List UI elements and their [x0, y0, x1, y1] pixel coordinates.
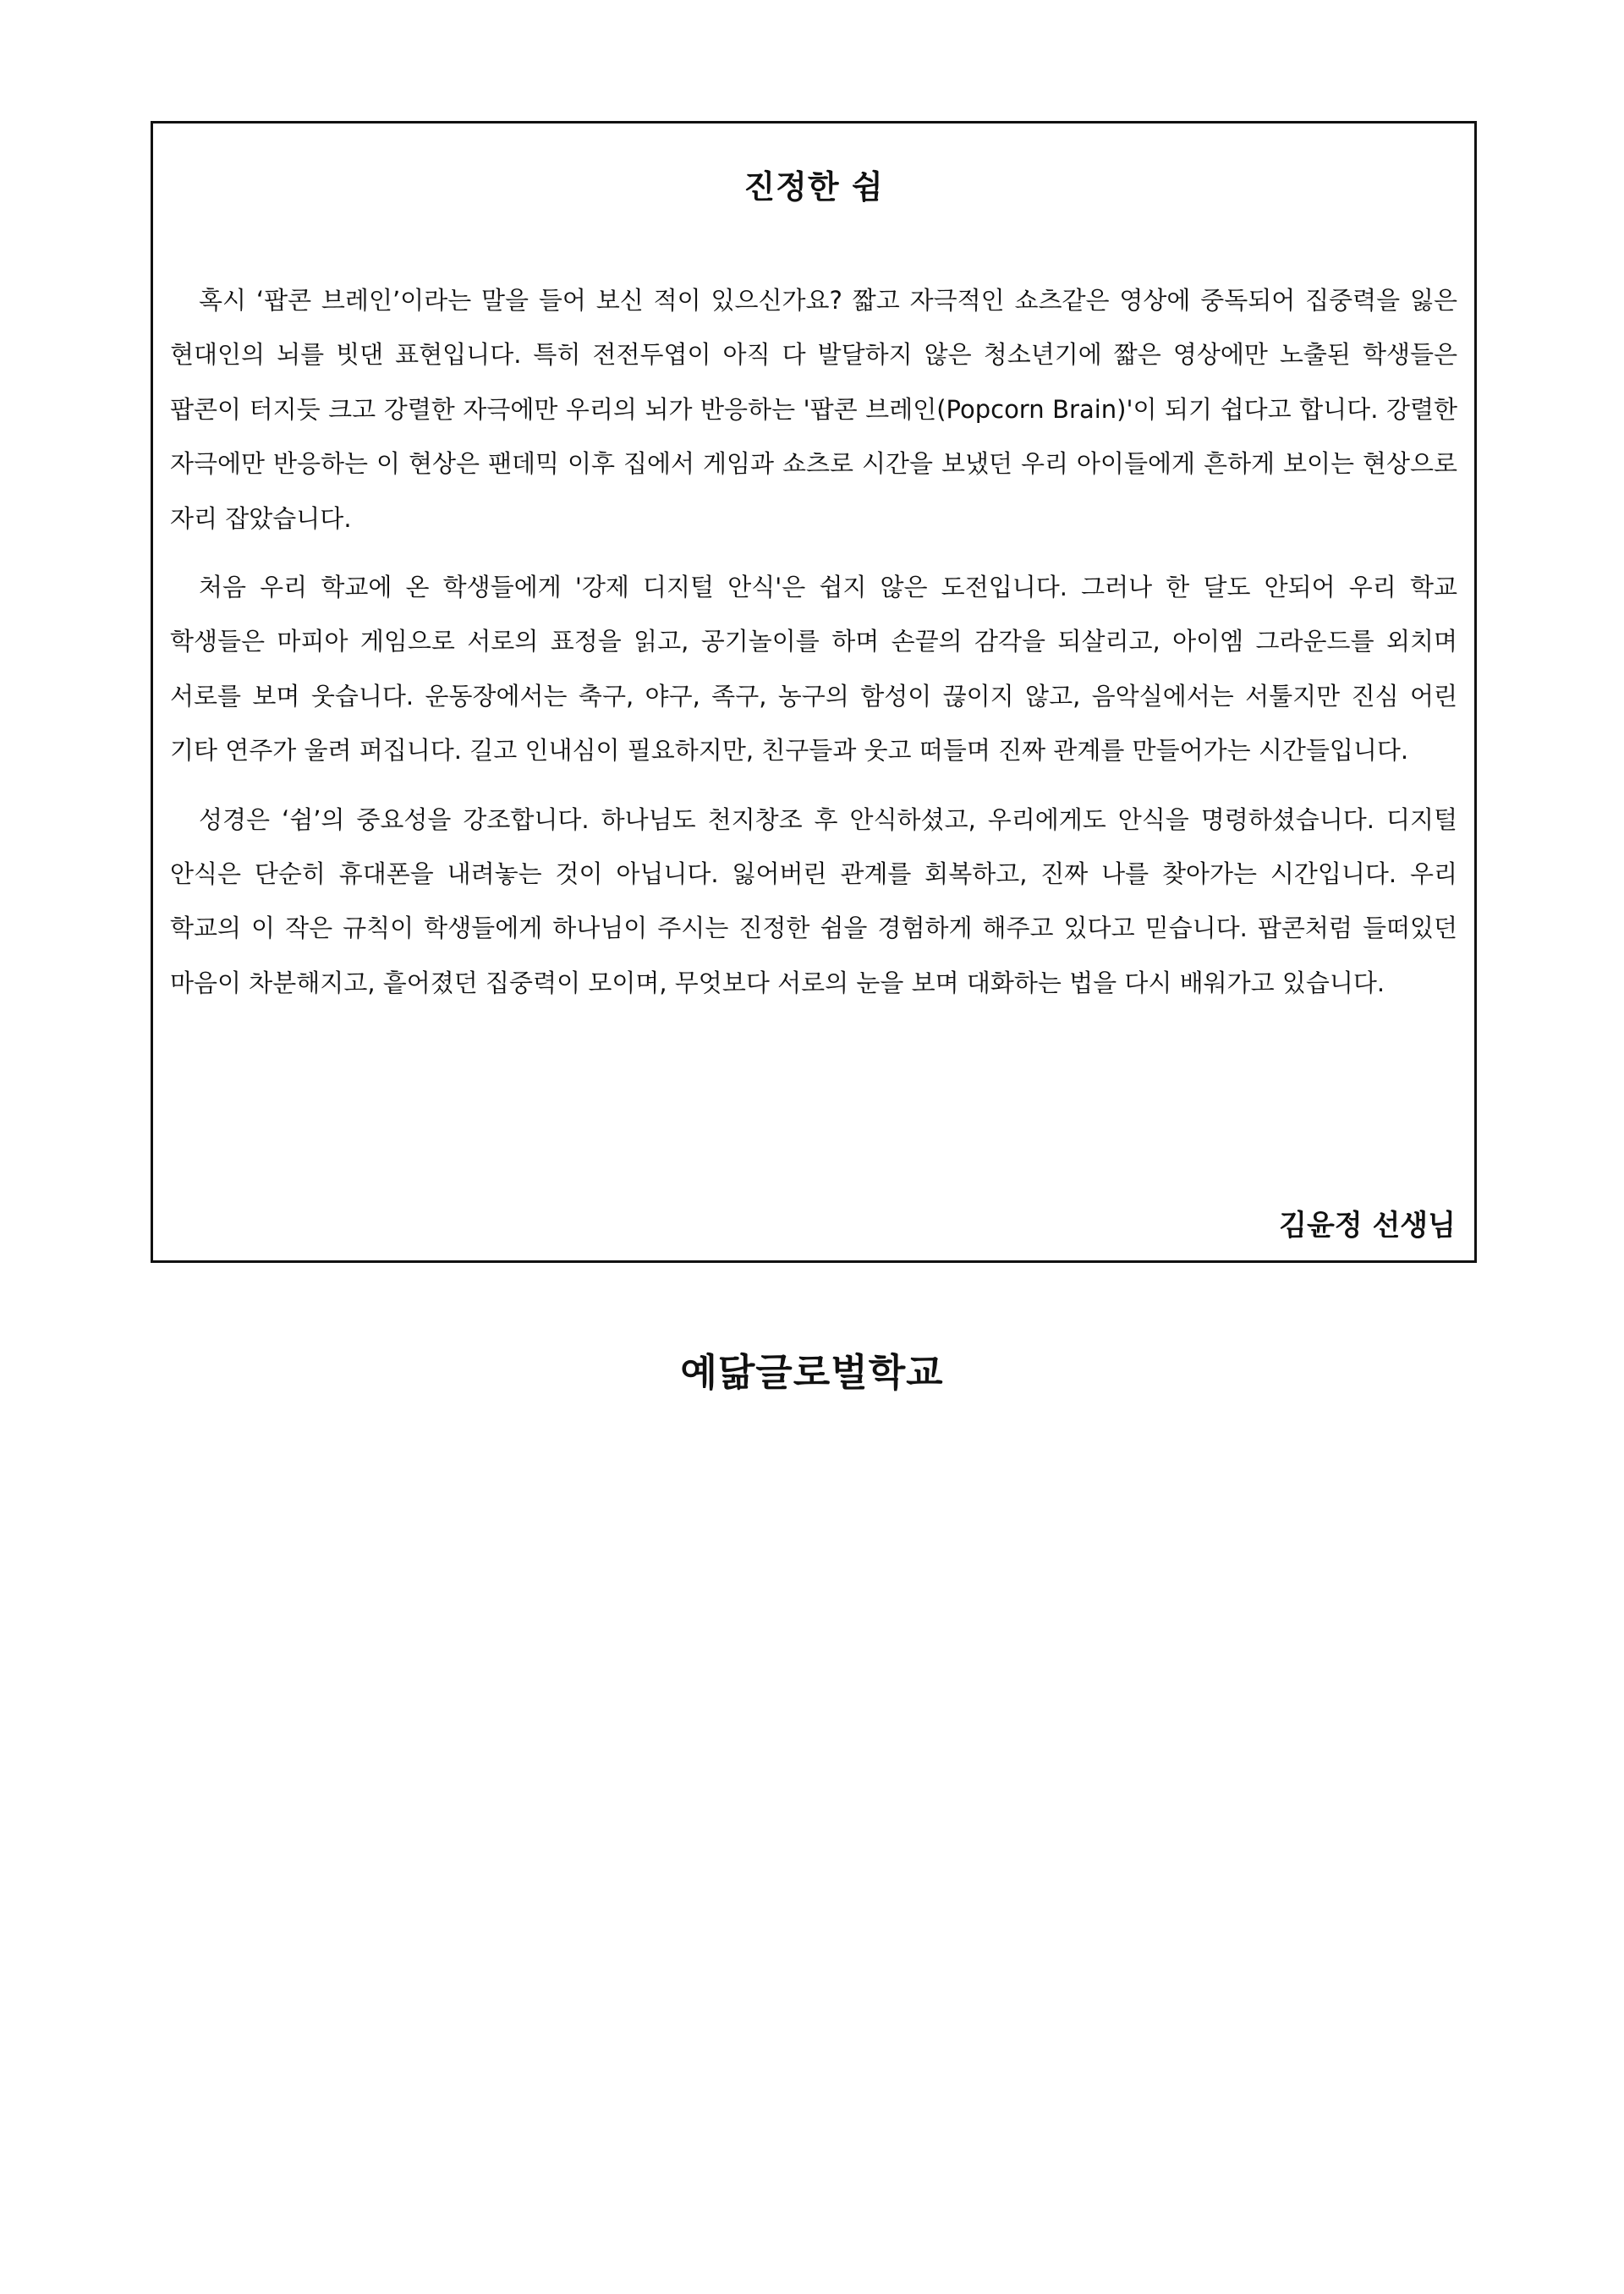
article-paragraph-3: 성경은 ‘쉼’의 중요성을 강조합니다. 하나님도 천지창조 후 안식하셨고, 우리에게도 안식을 명령하셨습니다. 디지털 안식은 단순히 휴대폰을 내려놓는 것이 아닙니다. 잃어버린 관계를 회복하고, 진짜 나를 찾아가는 시간입니다. 우리 학교의 이 작은 규칙이 학생들에게 하나님이 주시는 진정한 쉼을 경험하게 해주고 있다고 믿습니다. 팝콘처럼 들떠있던 마음이 차분해지고, 흩어졌던 집중력이 모이며, 무엇보다 서로의 눈을 보며 대화하는 법을 다시 배워가고 있습니다.: [170, 804, 1457, 997]
article-paragraph-2: 처음 우리 학교에 온 학생들에게 '강제 디지털 안식'은 쉽지 않은 도전입니다. 그러나 한 달도 안되어 우리 학교 학생들은 마피아 게임으로 서로의 표정을 읽고, 공기놀이를 하며 손끝의 감각을 되살리고, 아이엠 그라운드를 외치며 서로를 보며 웃습니다. 운동장에서는 축구, 야구, 족구, 농구의 함성이 끊이지 않고, 음악실에서는 서툴지만 진심 어린 기타 연주가 울려 퍼집니다. 길고 인내심이 필요하지만, 친구들과 웃고 떠들며 진짜 관계를 만들어가는 시간들입니다.: [170, 573, 1457, 766]
article-title: 진정한 쉼: [743, 168, 884, 206]
article-body: [170, 273, 1457, 1010]
article-box: [151, 121, 1477, 1263]
school-name: 예닮글로벌학교: [680, 1350, 944, 1395]
author-signature: 김윤정 선생님: [1279, 1209, 1456, 1243]
article-paragraph-1: 혹시 ‘팝콘 브레인’이라는 말을 들어 보신 적이 있으신가요? 짧고 자극적인 쇼츠같은 영상에 중독되어 집중력을 잃은 현대인의 뇌를 빗댄 표현입니다. 특히 전전두엽이 아직 다 발달하지 않은 청소년기에 짧은 영상에만 노출된 학생들은 팝콘이 터지듯 크고 강렬한 자극에만 우리의 뇌가 반응하는 '팝콘 브레인(Popcorn Brain)'이 되기 쉽다고 합니다. 강렬한 자극에만 반응하는 이 현상은 팬데믹 이후 집에서 게임과 쇼츠로 시간을 보냈던 우리 아이들에게 흔하게 보이는 현상으로 자리 잡았습니다.: [170, 286, 1457, 533]
